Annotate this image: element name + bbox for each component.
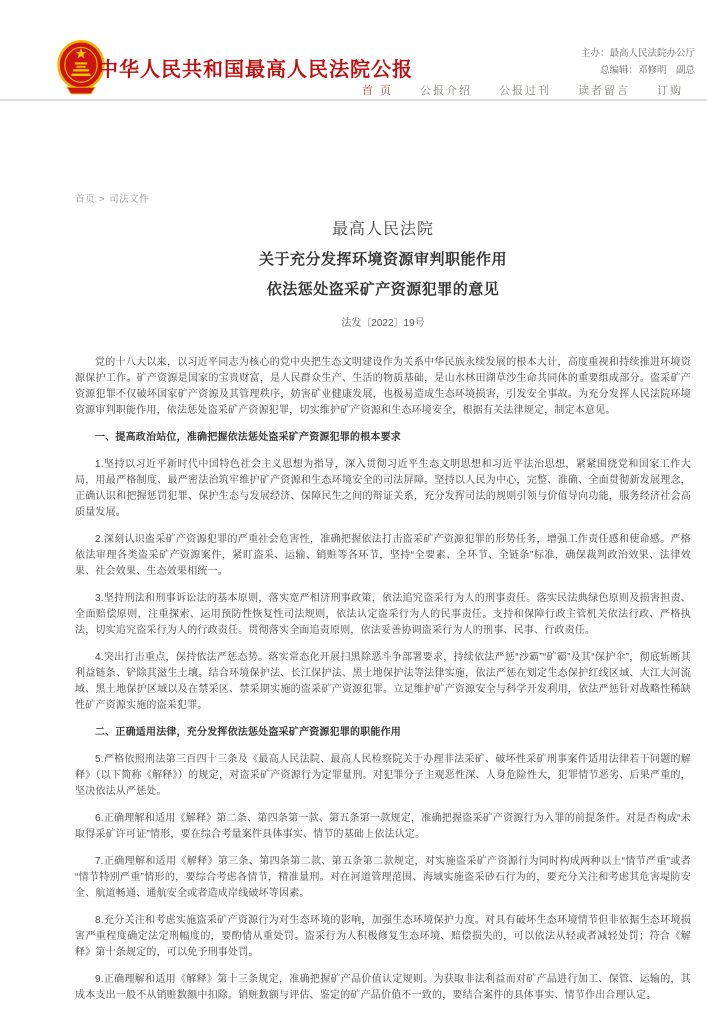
document-number: 法发〔2022〕19号 xyxy=(341,318,425,329)
document-body xyxy=(75,355,691,1004)
document-title-line1: 关于充分发挥环境资源审判职能作用 xyxy=(258,251,507,268)
document-paragraph: 8.充分关注和考虑实施盗采矿产资源行为对生态环境的影响，加强生态环境保护力度。对具有破坏生态环境情节但非依据生态环境损害严重程度确定法定刑幅度的，要酌情从重处罚。盗采行为人积极修复生态环境、赔偿损失的，可以依法从轻或者减轻处罚；符合《解释》第十条规定的，可以免予刑事处罚。 xyxy=(75,915,691,958)
editor-line: 总编辑：邓修明 副总 xyxy=(599,65,695,76)
site-header xyxy=(0,0,707,101)
breadcrumb-separator: > xyxy=(99,194,106,205)
nav-item[interactable]: 订购 xyxy=(657,85,684,97)
sponsor-line: 主办：最高人民法院办公厅 xyxy=(580,48,695,59)
document-paragraph: 1.坚持以习近平新时代中国特色社会主义思想为指导，深入贯彻习近平生态文明思想和习近平法治思想，紧紧围绕党和国家工作大局，用最严格制度、最严密法治筑牢维护矿产资源和生态环境安全的司法屏障。坚持以人民为中心，完整、准确、全面贯彻新发展理念，正确认识和把握惩罚犯罪、保护生态与发展经济、保障民生之间的辩证关系，充分发挥司法的规则引领与价值导向功能，服务经济社会高质量发展。 xyxy=(75,459,691,518)
document-paragraph: 9.正确理解和适用《解释》第十三条规定，准确把握矿产品价值认定规则。为获取非法利益而对矿产品进行加工、保管、运输的，其成本支出一般不从销赃数额中扣除。销赃数额与评估、鉴定的矿产品价值不一致的，要结合案件的具体事实、情节作出合理认定。 xyxy=(75,974,691,1001)
document-paragraph: 3.坚持刑法和刑事诉讼法的基本原则，落实宽严相济刑事政策，依法追究盗采行为人的刑事责任。落实民法典绿色原则及损害担责、全面赔偿原则，注重探索、运用预防性恢复性司法规则，依法认定盗采行为人的民事责任。支持和保障行政主管机关依法行政、严格执法，切实追究盗采行为人的行政责任。贯彻落实全面追责原则，依法妥善协调盗采行为人的刑事、民事、行政责任。 xyxy=(75,593,691,636)
document-paragraph: 4.突出打击重点，保持依法严惩态势。落实常态化开展扫黑除恶斗争部署要求，持续依法严惩“沙霸”“矿霸”及其“保护伞”，彻底斩断其利益链条、铲除其滋生土壤。结合环境保护法、长江保护法、黑土地保护法等法律实施，依法严惩在划定生态保护红线区域、大江大河流域、黑土地保护区域以及在禁采区、禁采期实施的盗采矿产资源犯罪。立足维护矿产资源安全与科学开发利用，依法严惩针对战略性稀缺性矿产资源实施的盗采犯罪。 xyxy=(75,652,691,711)
main-nav xyxy=(362,82,683,98)
section-heading: 二、正确适用法律，充分发挥依法惩处盗采矿产资源犯罪的职能作用 xyxy=(95,727,401,738)
document-paragraph: 5.严格依照刑法第三百四十三条及《最高人民法院、最高人民检察院关于办理非法采矿、破坏性采矿刑事案件适用法律若干问题的解释》（以下简称《解释》）的规定，对盗采矿产资源行为定罪量刑。对犯罪分子主观恶性深、人身危险性大，犯罪情节恶劣、后果严重的，坚决依法从严惩处。 xyxy=(75,754,691,797)
document-paragraph: 党的十八大以来，以习近平同志为核心的党中央把生态文明建设作为关系中华民族永续发展的根本大计，高度重视和持续推进环境资源保护工作。矿产资源是国家的宝贵财富，是人民群众生产、生活的物质基础，是山水林田湖草沙生命共同体的重要组成部分。盗采矿产资源犯罪不仅破坏国家矿产资源及其管理秩序，妨害矿业健康发展，也极易造成生态环境损害，引发安全事故。为充分发挥人民法院环境资源审判职能作用，依法惩处盗采矿产资源犯罪，切实维护矿产资源和生态环境安全，根据有关法律规定，制定本意见。 xyxy=(75,357,691,416)
nav-item[interactable]: 首 页 xyxy=(362,85,394,97)
document-paragraph: 2.深刻认识盗采矿产资源犯罪的严重社会危害性，准确把握依法打击盗采矿产资源犯罪的形势任务，增强工作责任感和使命感。严格依法审理各类盗采矿产资源案件，紧盯盗采、运输、销赃等各环节，坚持“全要素、全环节、全链条”标准，确保裁判政治效果、法律效果、社会效果、生态效果相统一。 xyxy=(75,534,691,577)
breadcrumb-home-link[interactable]: 首页 xyxy=(75,194,96,205)
section-heading: 一、提高政治站位，准确把握依法惩处盗采矿产资源犯罪的根本要求 xyxy=(95,432,401,443)
breadcrumb-current: 司法文件 xyxy=(109,194,150,205)
document-issuer: 最高人民法院 xyxy=(331,221,434,238)
document-title-line2: 依法惩处盗采矿产资源犯罪的意见 xyxy=(266,281,500,298)
site-title: 中华人民共和国最高人民法院公报 xyxy=(98,59,413,81)
publication-info xyxy=(581,45,695,79)
nav-item[interactable]: 读者留言 xyxy=(578,85,631,97)
document-article xyxy=(75,216,691,1015)
breadcrumb xyxy=(75,191,149,205)
document-paragraph: 7.正确理解和适用《解释》第三条、第四条第二款、第五条第二款规定，对实施盗采矿产资源行为同时构成两种以上“情节严重”或者“情节特别严重”情形的，要综合考虑各情节，精准量刑。对在河道管理范围、海域实施盗采砂石行为的，要充分关注和考虑其危害堤防安全、航道畅通、通航安全或者造成岸线破坏等因素。 xyxy=(75,856,691,899)
document-paragraph: 6.正确理解和适用《解释》第二条、第四条第一款、第五条第一款规定，准确把握盗采矿产资源行为入罪的前提条件。对是否构成“未取得采矿许可证”情形，要在综合考量案件具体事实、情节的基础上依法认定。 xyxy=(75,813,691,840)
nav-item[interactable]: 公报过刊 xyxy=(499,85,552,97)
nav-item[interactable]: 公报介绍 xyxy=(420,85,473,97)
